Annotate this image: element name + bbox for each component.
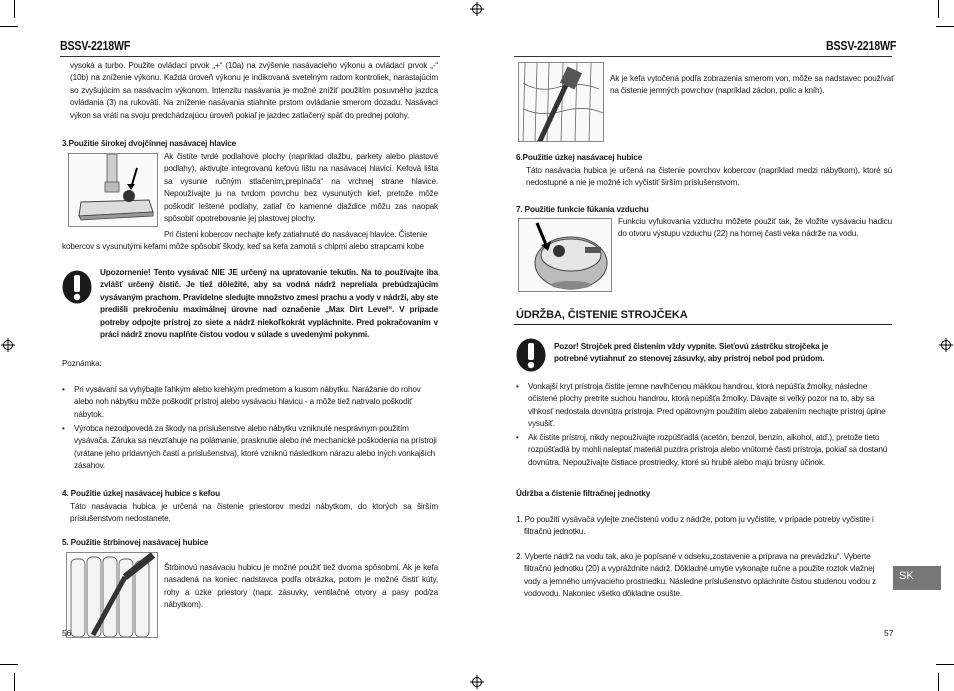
- crop-mark: [938, 673, 939, 691]
- registration-mark-icon: [470, 2, 484, 16]
- header-rule-right: [514, 56, 892, 57]
- exclamation-icon: [62, 270, 92, 304]
- filter-step-2: 2. Vyberte nádrž na vodu tak, ako je popísané v odseku„zostavenie a príprava na prevádzku“. Vyberte filtračnú jednotku (20) a vypráždnite nádrž. Dôkladné umytie vykonajte ručne a použite roztok vlažnej vody a jemného umývacieho prostriedku. Následne príslušenstvo opláchnite čistou studenou vodou z vodovodu. Nakoniec všetko dôkladne osušte.: [516, 552, 876, 599]
- note-bullet-1: Pri vysávaní sa vyhýbajte ľahkým alebo krehkým predmetom a kusom nábytku. Narážanie do rohov alebo noh nábytku môže poškodiť prístroj alebo vysávaciu hlavicu - a môže tiež natrvalo poškodiť nábytok.: [74, 385, 421, 419]
- section-3-title: 3.Použitie širokej dvojčinnej nasávacej hlavice: [62, 139, 237, 148]
- section-7-title: 7. Použitie funkcie fúkania vzduchu: [516, 205, 649, 214]
- crevice-tool-illustration: [66, 552, 158, 638]
- warning-text-right: Pozor! Strojček pred čistením vždy vypnite. Sieťovú zástrčku strojčeka je potrebné vytiahnuť zo stenovej zásuvky, aby prístroj nebol pod prúdom.: [554, 342, 829, 364]
- filter-step-1: 1. Po použití vysávača vylejte znečistenú vodu z nádrže, potom ju vyčistite, v prípade potreby vyčistite i filtračnú jednotku.: [516, 515, 874, 537]
- section-6-text: Táto nasávacia hubica je určená na čistenie povrchov kobercov (napríklad medzi nábytkom), ktoré sú nedostupné a nie je možné ich vyčistiť širším príslušenstvom.: [526, 166, 892, 188]
- warning-text-left: Upozornenie! Tento vysávač NIE JE určený na upratovanie tekutín. Na to používajte iba zvlášť určený čistič. Je tiež dôležité, aby sa vodná nádrž nepreliala prebúdzajúcim vysávaným prachom. Pravidelne sledujte množstvo zmesi prachu a vody v nádrži, aby ste predišli prekročeniu maximálnej úrovne nad označenie „Max Dirt Level“. V prípade potreby odpojte prístroj zo siete a nádrž niekoľkokrát vypláchnite. Pred pokračovaním v práci nádrž znovu naplňte čistou vodou v súlade s uvedenými pokynmi.: [100, 268, 438, 340]
- crop-mark: [14, 673, 15, 691]
- section-3-text-2b: kobercov s vysunutými kefami môže spôsobiť škody, keď sa kefa zamotá s chlpmi alebo strapcami kobe: [62, 242, 424, 251]
- maintenance-section-title: ÚDRŽBA, ČISTENIE STROJČEKA: [516, 309, 688, 321]
- registration-mark-icon: [470, 675, 484, 689]
- intro-paragraph: vysoká a turbo. Použite ovládací prvok „+“ (10a) na zvýšenie nasávacieho výkonu a ovládací prvok „-“ (10b) na zníženie výkonu. Každá úroveň výkonu je indikovaná svetelným radom kontroliek, narastajúcim so zvyšujúcim sa nasávacím výkonom. Intenzitu nasávania je možné znížiť použitím posuvného jazdca ovládania (3) na rukoväti. Na zníženie nasávania stiahnite prstom ovládanie smerom dozadu. Nasávací výkon sa vráti na svoju predchádzajúcu úroveň pokiaľ je jazdec zatlačený späť do prednej polohy.: [70, 61, 438, 120]
- page-number-right: 57: [884, 628, 894, 638]
- section-3-text: Ak čistíte tvrdé podlahové plochy (napríklad dlažbu, parkety alebo plastové podlahy), aktivujte integrovanú kefovú lištu na nasávacej hlavici. Kefová lišta sa vysunie ručným stlačením„prepínača“ na vrchnej strane hlavice. Nepoužívajte ju na tvrdom povrchu bez vysunutých kief, pretože môže poškodiť leštené podlahy, zatiaľ čo kamenné dlaždice môžu zas naopak spôsobiť opotrebovanie jej plastovej plochy.: [164, 152, 438, 224]
- cleaning-bullet-2: Ak čistíte prístroj, nikdy nepoužívajte rozpúšťadlá (acetón, benzol, benzín, alkohol, atď.), pretože tieto rozpúšťadlá by mohli naleptať materiál puzdra prístroja alebo vnútorné časti prístroja, pokiaľ sa dostanú dovnútra. Nepoužívajte čistiace prostriedky, ktoré sú hrubé alebo majú brúsny účinok.: [528, 433, 888, 467]
- crop-mark: [0, 26, 18, 27]
- exclamation-icon: [516, 338, 546, 372]
- language-tab: SK: [893, 566, 941, 590]
- brush-nozzle-illustration: [518, 62, 604, 142]
- page-number-left: 56: [62, 628, 72, 638]
- cleaning-bullet-1: Vonkajší kryt prístroja čistite jemne navlhčenou mäkkou handrou, ktorá nepúšťa žmolky, následne očistené plochy pretrite suchou handrou, ktorá nepúšťa žmolky. Dávajte si veľký pozor na to, aby sa vlhkosť nedostala dovnútra prístroja. Pred opätovným použitím alebo zabalením nechajte prístroj úplne vysušiť.: [528, 382, 886, 429]
- section-3-text-2a: Pri čistení kobercov nechajte kefy zatiahnuté do nasávacej hlavice. Čistenie: [164, 230, 428, 239]
- note-label: Poznámka:: [62, 359, 102, 368]
- crop-mark: [0, 664, 18, 665]
- air-blow-illustration: [518, 218, 612, 292]
- section-7-text: Funkciu vyfukovania vzduchu môžete použiť tak, že vložíte vysávaciu hadicu do otvoru výstupu vzduchu (22) na hornej časti veka nádrže na vodu.: [618, 217, 892, 239]
- section-6-title: 6.Použitie úzkej nasávacej hubice: [516, 153, 643, 162]
- crop-mark: [936, 26, 954, 27]
- section-4-title: 4. Použitie úzkej nasávacej hubice s kefou: [62, 489, 220, 498]
- floor-nozzle-illustration: [68, 153, 158, 227]
- crop-mark: [938, 0, 939, 18]
- section-5-title: 5. Použitie štrbinovej nasávacej hubice: [62, 538, 209, 547]
- section-5-text: Štrbinovú nasávaciu hubicu je možné použiť tiež dvoma spôsobmi. Ak je kefa nasadená na koniec nadstavca podľa obrázka, potom je možné čistiť kúty, rohy a úzke priestory (napr. zásuvky, ventilačné otvory a pasy pod/za nábytkom).: [164, 563, 438, 610]
- note-bullet-2: Výrobca nezodpovedá za škody na príslušenstve alebo nábytku vzniknuté nesprávnym použitím vysávača. Záruka sa nevzťahuje na polámanie, prasknutie alebo iné mechanické poškodenia na prístroji (vrátane jeho prídavných častí a príslušenstva), ktoré vzniknú následkom nárazu alebo iných vonkajších zásahov.: [74, 424, 437, 471]
- header-rule-left: [60, 56, 440, 57]
- registration-mark-icon: [1, 338, 15, 352]
- crop-mark: [936, 664, 954, 665]
- filter-section-title: Údržba a čistenie filtračnej jednotky: [516, 489, 651, 498]
- registration-mark-icon: [939, 338, 953, 352]
- maintenance-section-rule: [514, 324, 892, 325]
- brush-text: Ak je kefa vytočená podľa zobrazenia smerom von, môže sa nadstavec používať na čistenie jemných povrchov (napríklad záclon, políc a kníh).: [610, 74, 894, 96]
- crop-mark: [14, 0, 15, 18]
- section-4-text: Táto nasávacia hubica je určená na čistenie priestorov medzi nábytkom, do ktorých sa širším príslušenstvom nedostanete.: [70, 502, 438, 524]
- model-name-left: BSSV-2218WF: [60, 39, 131, 53]
- model-name-right: BSSV-2218WF: [826, 39, 897, 53]
